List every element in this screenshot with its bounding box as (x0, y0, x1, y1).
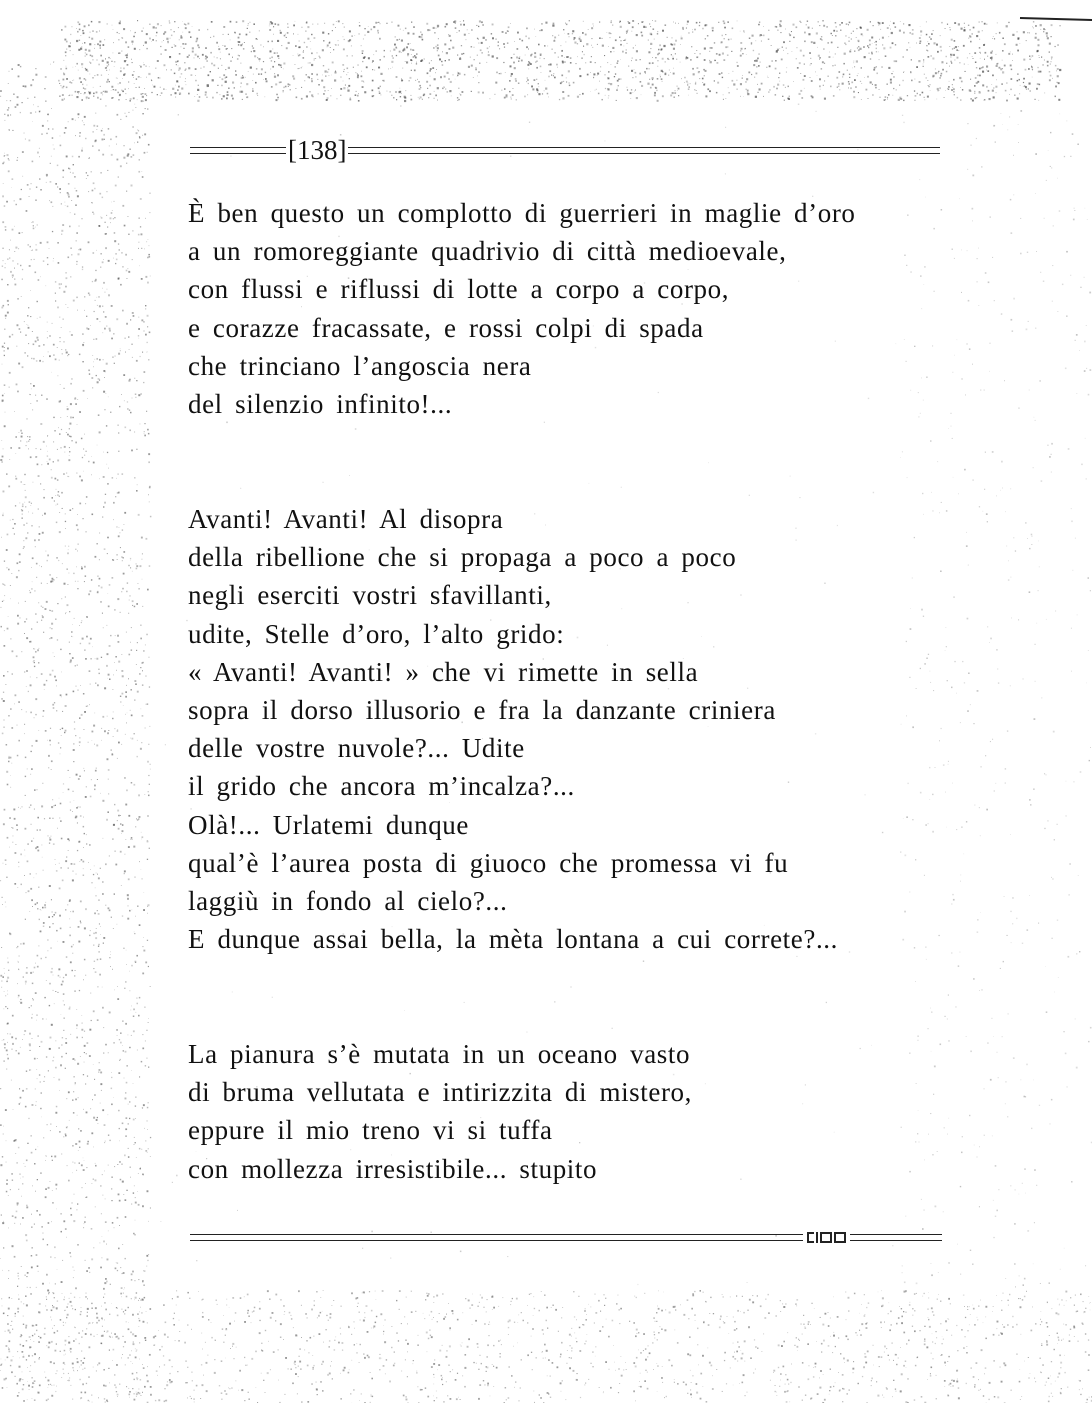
stanza-1 (188, 194, 856, 423)
ornament-square (834, 1232, 846, 1243)
footer-ornament-icon (803, 1232, 850, 1243)
verse-line: di bruma vellutata e intirizzita di mistero, (188, 1077, 693, 1108)
verse-line: il grido che ancora m’incalza?... (188, 771, 575, 802)
verse-line: che trinciano l’angoscia nera (188, 350, 532, 381)
header-rule-right (348, 147, 940, 154)
page-footer (190, 1226, 942, 1248)
edge-mark (1020, 18, 1092, 20)
verse-line: Avanti! Avanti! Al disopra (188, 504, 504, 534)
verse-line: Olà!... Urlatemi dunque (188, 809, 469, 840)
verse-line: della ribellione che si propaga a poco a poco (188, 542, 737, 573)
verse-line: E dunque assai bella, la mèta lontana a cui correte?... (188, 924, 838, 955)
verse-line: a un romoreggiante quadrivio di città medioevale, (188, 236, 787, 267)
verse-line: negli eserciti vostri sfavillanti, (188, 580, 552, 611)
verse-line: eppure il mio treno vi si tuffa (188, 1115, 553, 1146)
stanza-2 (188, 500, 838, 958)
verse-line: sopra il dorso illusorio e fra la danzante criniera (188, 695, 776, 726)
page-header (190, 135, 940, 165)
footer-rule-right (850, 1234, 942, 1241)
verse-line: udite, Stelle d’oro, l’alto grido: (188, 618, 565, 649)
verse-line: La pianura s’è mutata in un oceano vasto (188, 1039, 691, 1069)
verse-line: qual’è l’aurea posta di giuoco che promessa vi fu (188, 847, 789, 878)
stanza-3 (188, 1035, 692, 1188)
verse-line: « Avanti! Avanti! » che vi rimette in sella (188, 656, 699, 687)
verse-line: È ben questo un complotto di guerrieri in maglie d’oro (188, 198, 856, 228)
verse-line: e corazze fracassate, e rossi colpi di spada (188, 312, 704, 343)
footer-rule-left (190, 1234, 803, 1241)
ornament-bar (816, 1232, 818, 1243)
verse-line: del silenzio infinito!... (188, 389, 453, 420)
ornament-bracket (807, 1232, 814, 1243)
verse-line: delle vostre nuvole?... Udite (188, 733, 525, 764)
verse-line: con flussi e riflussi di lotte a corpo a corpo, (188, 274, 730, 305)
page-number: [138] (288, 135, 347, 165)
ornament-square (820, 1232, 832, 1243)
header-rule-left (190, 147, 286, 154)
verse-line: con mollezza irresistibile... stupito (188, 1153, 598, 1184)
verse-line: laggiù in fondo al cielo?... (188, 886, 508, 917)
